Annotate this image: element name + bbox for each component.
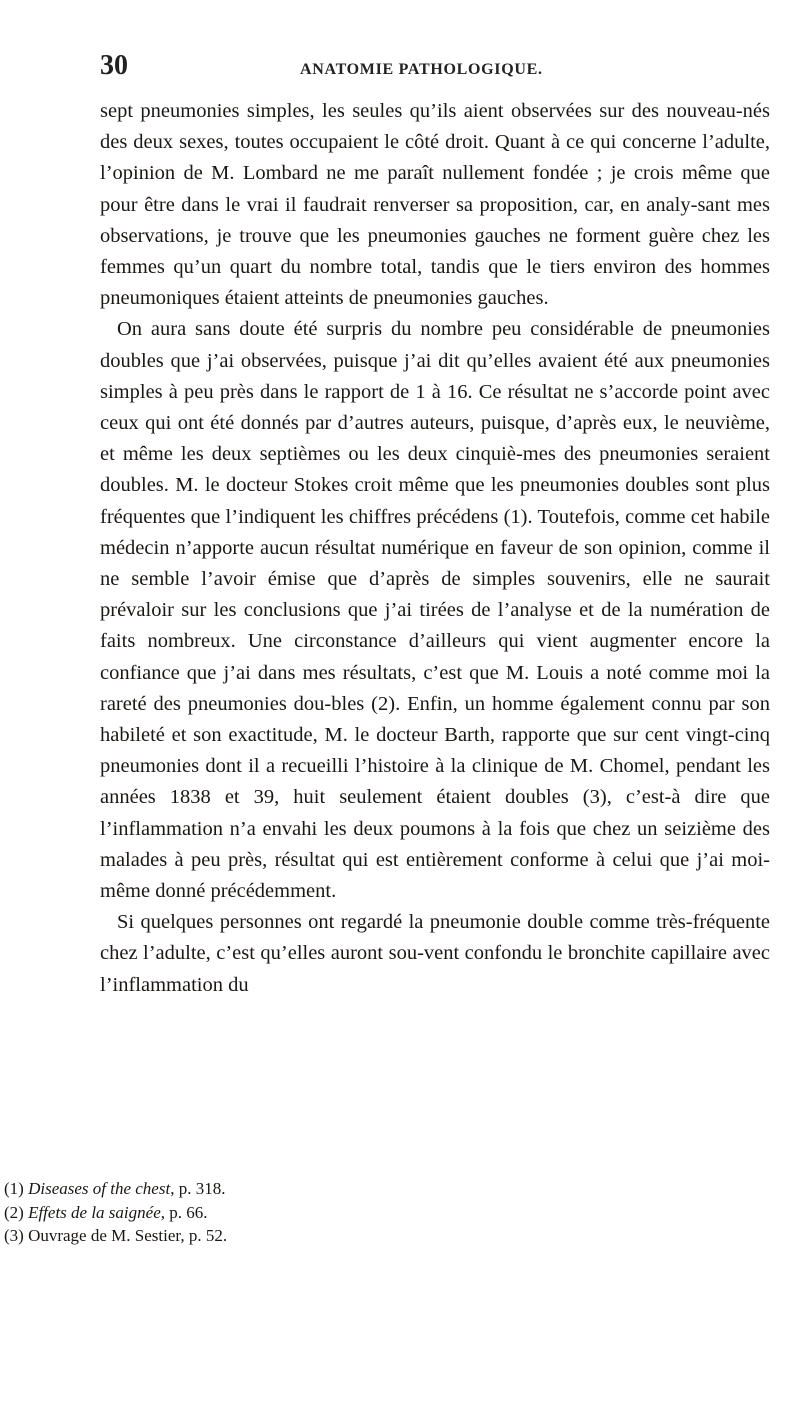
footnote-2 [4, 1201, 644, 1225]
paragraph-2: On aura sans doute été surpris du nombre peu considérable de pneumonies doubles que j’ai observées, puisque j’ai dit qu’elles avaient été aux pneumonies simples à peu près dans le rapport de 1 à 16. Ce résultat ne s’accorde point avec ceux qui ont été donnés par d’autres auteurs, puisque, d’après eux, le neuvième, et même les deux septièmes ou les deux cinquiè-mes des pneumonies seraient doubles. M. le docteur Stokes croit même que les pneumonies doubles sont plus fréquentes que l’indiquent les chiffres précédens (1). Toutefois, comme cet habile médecin n’apporte aucun résultat numérique en faveur de son opinion, comme il ne semble l’avoir émise que d’après de simples souvenirs, elle ne saurait prévaloir sur les conclusions que j’ai tirées de l’analyse et de la numération de faits nombreux. Une circonstance d’ailleurs qui vient augmenter encore la confiance que j’ai dans mes résultats, c’est que M. Louis a noté comme moi la rareté des pneumonies dou-bles (2). Enfin, un homme également connu par son habileté et son exactitude, M. le docteur Barth, rapporte que sur cent vingt-cinq pneumonies dont il a recueilli l’histoire à la clinique de M. Chomel, pendant les années 1838 et 39, huit seulement étaient doubles (3), c’est-à dire que l’inflammation n’a envahi les deux poumons à la fois que chez un seizième des malades à peu près, résultat qui est entièrement conforme à celui que j’ai moi-même donné précédemment. [100, 318, 770, 903]
footnote-3 [4, 1224, 644, 1248]
book-page [100, 50, 770, 996]
footnote-marker: (3) [4, 1226, 24, 1245]
footnote-ref: , p. 66. [160, 1202, 208, 1222]
running-head [100, 52, 770, 92]
footnote-title: Diseases of the chest [28, 1179, 171, 1198]
footnotes [4, 1177, 644, 1248]
footnote-ref: , p. 318. [170, 1179, 226, 1198]
page-number: 30 [100, 50, 128, 81]
paragraph-3: Si quelques personnes ont regardé la pneumonie double comme très-fréquente chez l’adulte, c’est qu’elles auront sou-vent confondu le bronchite capillaire avec l’inflammation du [100, 911, 770, 996]
footnote-1 [4, 1177, 644, 1201]
footnote-marker: (1) [4, 1179, 24, 1198]
running-title: ANATOMIE PATHOLOGIQUE. [300, 61, 543, 78]
paragraph-1: sept pneumonies simples, les seules qu’ils aient observées sur des nouveau-nés des deux sexes, toutes occupaient le côté droit. Quant à ce qui concerne l’adulte, l’opinion de M. Lombard ne me paraît nullement fondée ; je crois même que pour être dans le vrai il faudrait renverser sa proposition, car, en analy-sant mes observations, je trouve que les pneumonies gauches ne forment guère chez les femmes qu’un quart du nombre total, tandis que le tiers environ des hommes pneumoniques étaient atteints de pneumonies gauches. [100, 100, 770, 310]
body-text [100, 96, 770, 1001]
footnote-title: Effets de la saignée [28, 1202, 161, 1222]
footnote-marker: (2) [4, 1202, 24, 1222]
footnote-ref: Ouvrage de M. Sestier, p. 52. [28, 1226, 228, 1245]
